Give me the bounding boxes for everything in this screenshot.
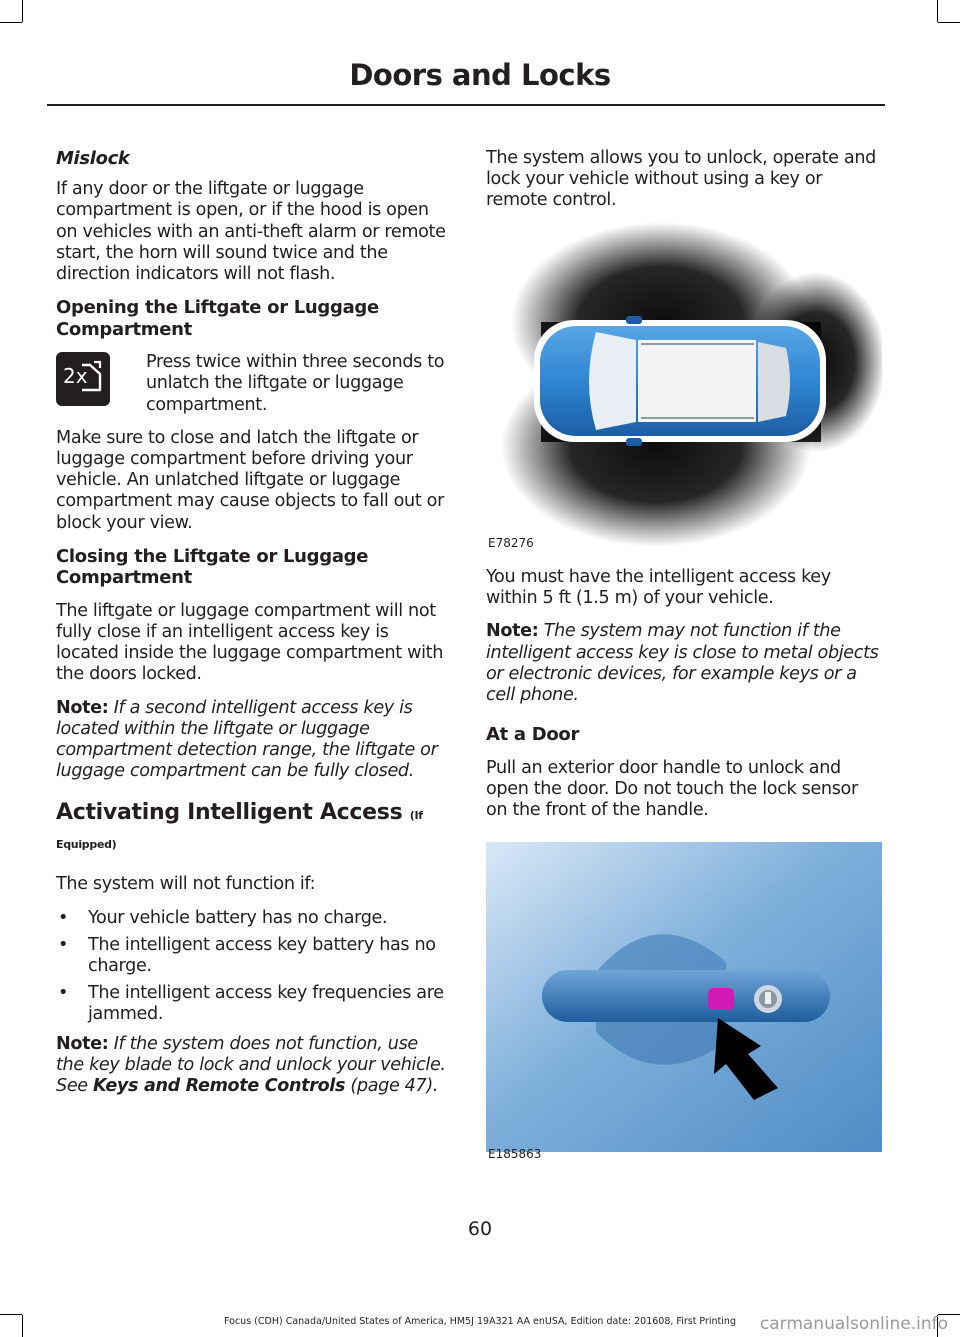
- page-number: 60: [467, 1218, 493, 1240]
- bullet-list: [56, 908, 448, 1026]
- activating-heading-suffix: (If Equipped): [56, 809, 423, 852]
- crop-mark: [938, 22, 960, 23]
- figure-car-range: [486, 222, 882, 558]
- icon-row: [56, 352, 448, 416]
- mislock-paragraph: If any door or the liftgate or luggage compartment is open, or if the hood is open on vehicles with an anti-theft alarm or remote start, the horn will sound twice and the direction indicators will not flash.: [56, 179, 446, 285]
- edition-line: Focus (CDH) Canada/United States of America, HM5J 19A321 AA enUSA, Edition date: 201608, First Printing: [224, 1316, 736, 1327]
- page-title: Doors and Locks: [349, 58, 611, 92]
- note-3-text: The system may not function if the intelligent access key is close to metal objects or electronic devices, for example keys or a cell phone.: [486, 621, 879, 706]
- icon-label: 2x: [63, 364, 88, 389]
- list-item: • The intelligent access key frequencies are jammed.: [56, 983, 448, 1025]
- opening-heading: Opening the Liftgate or Luggage Compartment: [56, 297, 379, 340]
- activating-heading-text: Activating Intelligent Access: [56, 800, 403, 826]
- closing-heading: Closing the Liftgate or Luggage Compartment: [56, 545, 369, 589]
- list-item: • Your vehicle battery has no charge.: [56, 908, 448, 929]
- figure-door-handle: [486, 842, 882, 1162]
- left-column: [56, 148, 448, 1109]
- keys-remote-link[interactable]: Keys and Remote Controls: [93, 1076, 346, 1097]
- press-twice-text: Press twice within three seconds to unlatch the liftgate or luggage compartment.: [146, 352, 445, 415]
- note-2-see: See: [56, 1076, 88, 1097]
- system-not-function: The system will not function if:: [56, 874, 316, 895]
- note-1-text: If a second intelligent access key is located within the liftgate or luggage compartment detection range, the liftgate or luggage compartment can be fully closed.: [56, 697, 438, 782]
- figure-code: E185863: [488, 1147, 542, 1161]
- make-sure-paragraph: Make sure to close and latch the liftgate or luggage compartment before driving your vehicle. An unlatched liftgate or luggage compartment may cause objects to fall out or block your view.: [56, 427, 444, 533]
- door-heading: At a Door: [486, 724, 580, 746]
- activating-heading: [56, 800, 448, 858]
- note-2-page: (page 47).: [350, 1076, 439, 1097]
- crop-mark: [0, 1314, 22, 1315]
- door-paragraph: Pull an exterior door handle to unlock and open the door. Do not touch the lock sensor on the front of the handle.: [486, 757, 858, 821]
- car-range-illustration: [486, 222, 882, 558]
- note-label: Note:: [486, 621, 539, 642]
- note-2: [56, 1034, 448, 1098]
- note-label: Note:: [56, 1033, 109, 1054]
- note-label: Note:: [56, 697, 109, 718]
- range-paragraph: You must have the intelligent access key within 5 ft (1.5 m) of your vehicle.: [486, 567, 831, 609]
- header-rule: [47, 104, 885, 106]
- intro-paragraph: The system allows you to unlock, operate and lock your vehicle without using a key or remote control.: [486, 148, 876, 211]
- closing-paragraph: The liftgate or luggage compartment will not fully close if an intelligent access key is located inside the luggage compartment with the doors locked.: [56, 600, 444, 685]
- figure-code: E78276: [488, 536, 534, 550]
- crop-mark: [22, 0, 23, 22]
- right-column-lower: [486, 567, 882, 833]
- list-item: • The intelligent access key battery has no charge.: [56, 935, 448, 977]
- note-2-text: If the system does not function, use the key blade to lock and unlock your vehicle.: [56, 1033, 446, 1075]
- crop-mark: [0, 22, 22, 23]
- note-3: [486, 621, 882, 706]
- liftgate-open-icon: [56, 352, 110, 406]
- door-handle-illustration: [486, 842, 882, 1152]
- mislock-heading: Mislock: [56, 148, 130, 169]
- watermark: carmanualsonline.info: [759, 1314, 948, 1334]
- right-column: [486, 148, 882, 224]
- crop-mark: [937, 0, 938, 22]
- note-1: [56, 698, 448, 783]
